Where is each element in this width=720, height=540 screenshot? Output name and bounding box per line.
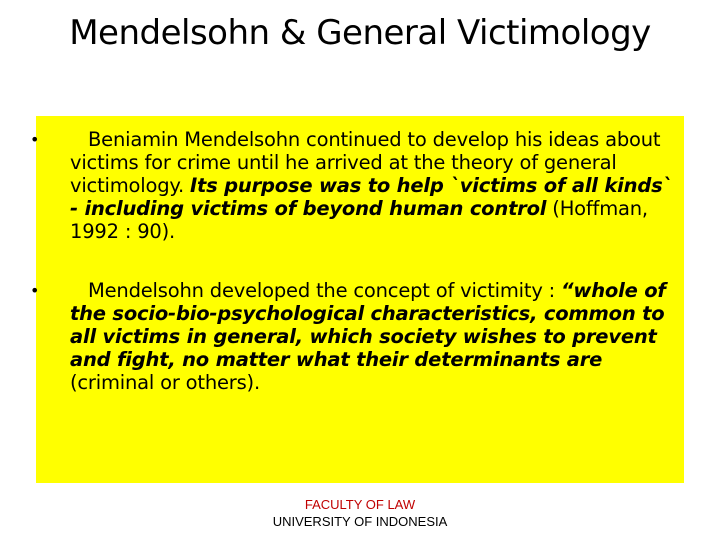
bullet-marker: • (30, 281, 40, 300)
bullet-1-text: continued to develop his ideas about victims for crime until he arrived at the theory of general victimology. (70, 128, 661, 197)
bullet-2-emphasis: “whole of the socio-bio-psychological characteristics, common to all victims in general, which society wishes to prevent and fight, no matter what their determinants are (70, 279, 666, 371)
bullet-1-emphasis: Its purpose was to help `victims of all kinds` - including victims of beyond human control (70, 174, 673, 220)
bullet-marker: • (30, 130, 40, 149)
bullet-1-citation: (Hoffman, 1992 : 90). (70, 197, 648, 243)
bullet-item-1 (30, 128, 678, 243)
bullet-item-2 (30, 279, 678, 394)
footer-faculty: FACULTY OF LAW (304, 497, 416, 512)
footer-university: UNIVERSITY OF INDONESIA (272, 514, 448, 529)
bullet-2-citation: (criminal or others). (70, 371, 260, 394)
bullet-2-text: Mendelsohn developed the concept of victimity : (88, 279, 562, 302)
slide-title: Mendelsohn & General Victimology (69, 13, 651, 53)
bullet-1-name: Beniamin Mendelsohn (88, 128, 301, 151)
